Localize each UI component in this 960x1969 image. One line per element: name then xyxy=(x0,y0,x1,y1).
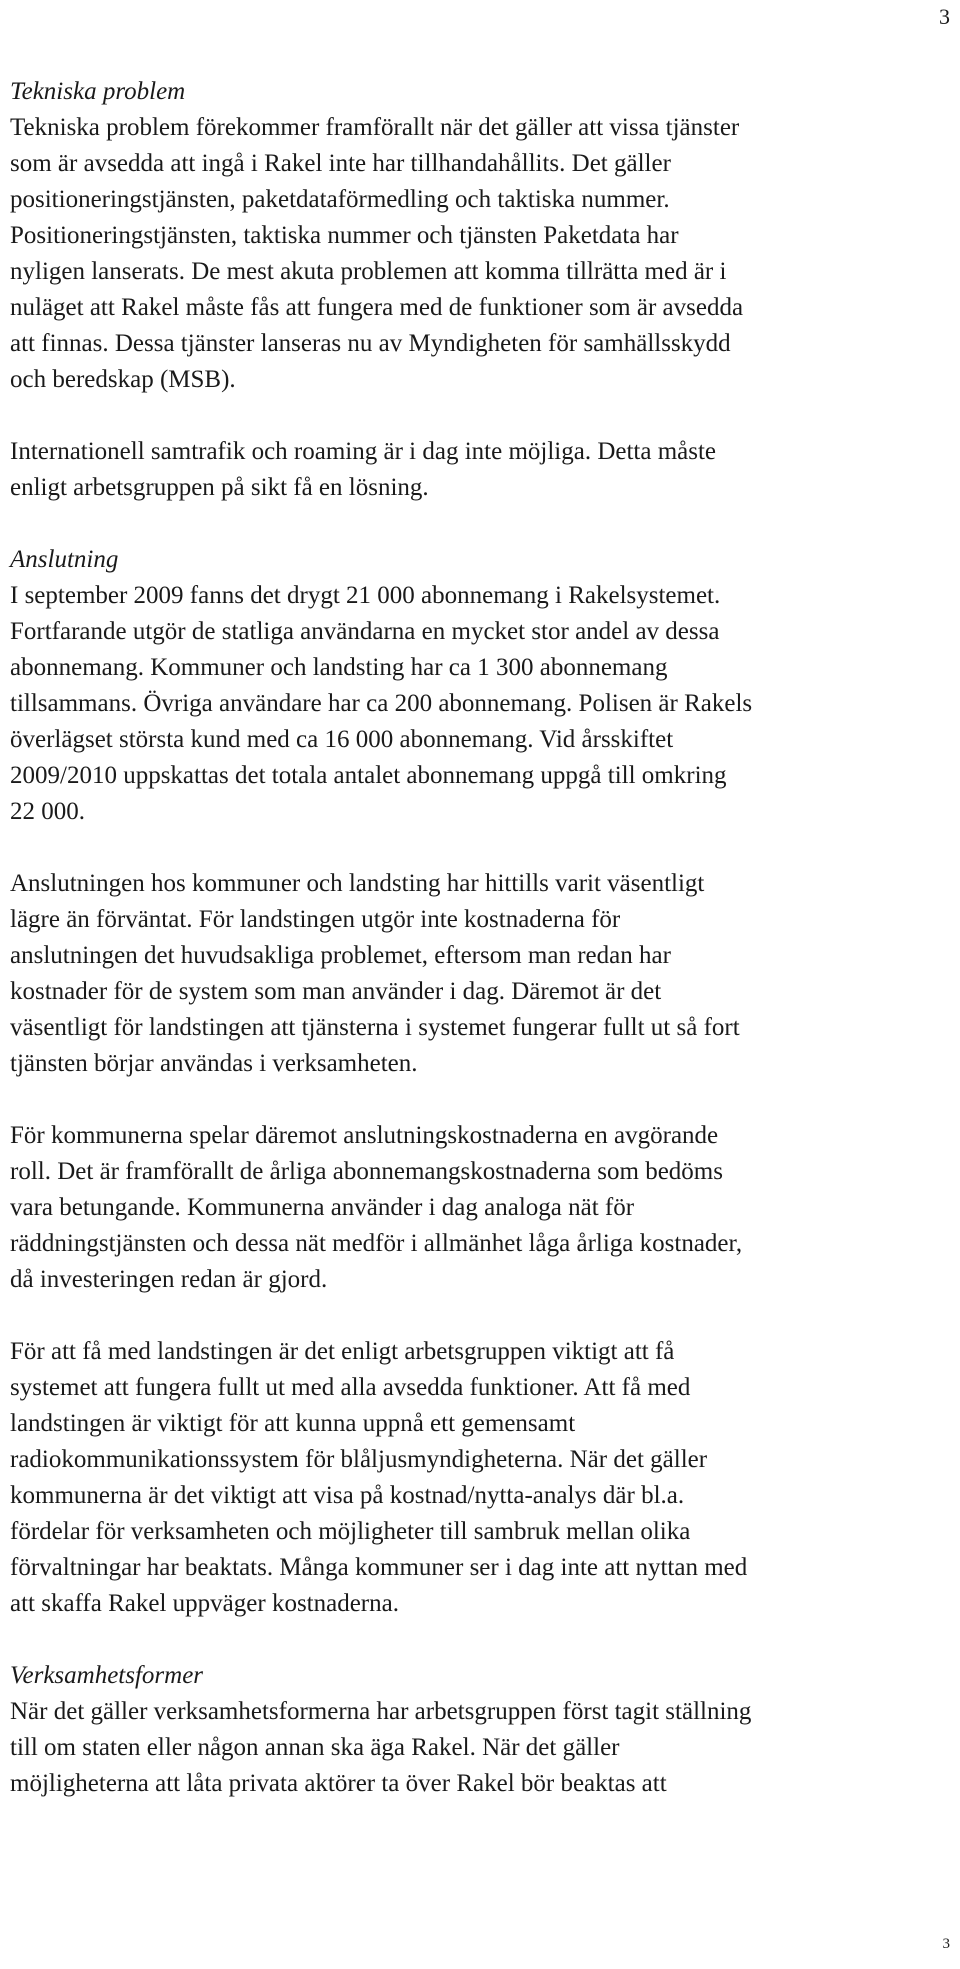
paragraph-line: nuläget att Rakel måste fås att fungera med de funktioner som är avsedda xyxy=(10,294,744,321)
paragraph-line: räddningstjänsten och dessa nät medför i allmänhet låga årliga kostnader, xyxy=(10,1230,743,1257)
paragraph-spacer xyxy=(10,1082,950,1118)
paragraph-line: nyligen lanserats. De mest akuta problemen att komma tillrätta med är i xyxy=(10,258,727,285)
paragraph-line: Tekniska problem förekommer framförallt när det gäller att vissa tjänster xyxy=(10,114,740,141)
paragraph-line: roll. Det är framförallt de årliga abonnemangskostnaderna som bedöms xyxy=(10,1158,723,1185)
paragraph-line: landstingen är viktigt för att kunna uppnå ett gemensamt xyxy=(10,1410,576,1437)
paragraph-line: att finnas. Dessa tjänster lanseras nu av Myndigheten för samhällsskydd xyxy=(10,330,731,357)
paragraph-line: kommunerna är det viktigt att visa på kostnad/nytta-analys där bl.a. xyxy=(10,1482,685,1509)
paragraph-spacer xyxy=(10,830,950,866)
paragraph-line: Fortfarande utgör de statliga användarna en mycket stor andel av dessa xyxy=(10,618,720,645)
body-paragraph xyxy=(10,578,950,830)
body-paragraph xyxy=(10,1694,950,1802)
paragraph-line: Anslutningen hos kommuner och landsting har hittills varit väsentligt xyxy=(10,870,705,897)
paragraph-spacer xyxy=(10,1298,950,1334)
paragraph-line: fördelar för verksamheten och möjligheter till sambruk mellan olika xyxy=(10,1518,691,1545)
paragraph-line: För kommunerna spelar däremot anslutningskostnaderna en avgörande xyxy=(10,1122,719,1149)
paragraph-line: positioneringstjänsten, paketdataförmedling och taktiska nummer. xyxy=(10,186,670,213)
body-paragraph xyxy=(10,434,950,506)
paragraph-line: Positioneringstjänsten, taktiska nummer och tjänsten Paketdata har xyxy=(10,222,679,249)
paragraph-line: radiokommunikationssystem för blåljusmyndigheterna. När det gäller xyxy=(10,1446,708,1473)
paragraph-line: enligt arbetsgruppen på sikt få en lösning. xyxy=(10,474,429,501)
paragraph-spacer xyxy=(10,398,950,434)
paragraph-line: som är avsedda att ingå i Rakel inte har tillhandahållits. Det gäller xyxy=(10,150,671,177)
paragraph-line: vara betungande. Kommunerna använder i dag analoga nät för xyxy=(10,1194,635,1221)
paragraph-line: överlägset största kund med ca 16 000 abonnemang. Vid årsskiftet xyxy=(10,726,674,753)
paragraph-line: För att få med landstingen är det enligt arbetsgruppen viktigt att få xyxy=(10,1338,675,1365)
paragraph-line: systemet att fungera fullt ut med alla avsedda funktioner. Att få med xyxy=(10,1374,691,1401)
section-heading: Tekniska problem xyxy=(10,78,186,105)
paragraph-line: till om staten eller någon annan ska äga Rakel. När det gäller xyxy=(10,1734,620,1761)
document-body xyxy=(10,74,950,1802)
body-paragraph xyxy=(10,110,950,398)
section-spacer xyxy=(10,506,950,542)
paragraph-line: 2009/2010 uppskattas det totala antalet abonnemang uppgå till omkring xyxy=(10,762,727,789)
paragraph-line: När det gäller verksamhetsformerna har arbetsgruppen först tagit ställning xyxy=(10,1698,752,1725)
paragraph-line: 22 000. xyxy=(10,798,85,825)
paragraph-line: då investeringen redan är gjord. xyxy=(10,1266,328,1293)
section-heading: Verksamhetsformer xyxy=(10,1662,204,1689)
paragraph-line: väsentligt för landstingen att tjänsterna i systemet fungerar fullt ut så fort xyxy=(10,1014,740,1041)
paragraph-line: I september 2009 fanns det drygt 21 000 abonnemang i Rakelsystemet. xyxy=(10,582,721,609)
body-paragraph xyxy=(10,1118,950,1298)
section-spacer xyxy=(10,1622,950,1658)
paragraph-line: abonnemang. Kommuner och landsting har ca 1 300 abonnemang xyxy=(10,654,668,681)
paragraph-line: kostnader för de system som man använder i dag. Däremot är det xyxy=(10,978,662,1005)
paragraph-line: lägre än förväntat. För landstingen utgör inte kostnaderna för xyxy=(10,906,621,933)
section-heading: Anslutning xyxy=(10,546,119,573)
paragraph-line: och beredskap (MSB). xyxy=(10,366,236,393)
body-paragraph xyxy=(10,1334,950,1622)
page-number-bottom: 3 xyxy=(942,1936,950,1952)
paragraph-line: Internationell samtrafik och roaming är i dag inte möjliga. Detta måste xyxy=(10,438,717,465)
paragraph-line: att skaffa Rakel uppväger kostnaderna. xyxy=(10,1590,399,1617)
paragraph-line: förvaltningar har beaktats. Många kommuner ser i dag inte att nyttan med xyxy=(10,1554,748,1581)
body-paragraph xyxy=(10,866,950,1082)
paragraph-line: tillsammans. Övriga användare har ca 200 abonnemang. Polisen är Rakels xyxy=(10,690,753,717)
paragraph-line: anslutningen det huvudsakliga problemet, eftersom man redan har xyxy=(10,942,671,969)
paragraph-line: tjänsten börjar användas i verksamheten. xyxy=(10,1050,418,1077)
page-number-top: 3 xyxy=(939,4,950,29)
paragraph-line: möjligheterna att låta privata aktörer ta över Rakel bör beaktas att xyxy=(10,1770,667,1797)
